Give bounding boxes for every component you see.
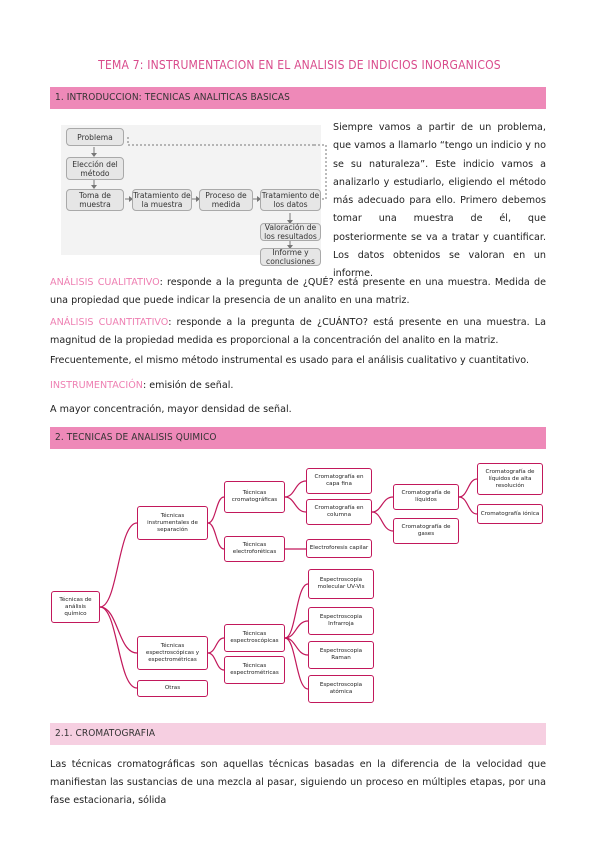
tree-alta-resolucion: Cromatografía de líquidos de alta resolución [477,463,543,495]
cromatografia-paragraph: Las técnicas cromatográficas son aquellas técnicas basadas en la diferencia de la velocidad que manifiestan las sustancias de una mezcla al pasar, siguiendo un proceso en múltiples etapas, por una fase estacionaria, sólida [50,759,546,806]
flow-step-toma: Toma de muestra [66,189,124,211]
flow-step-tratamiento-datos: Tratamiento de los datos [261,191,320,209]
intro-paragraph: Siempre vamos a partir de un problema, que vamos a llamarlo “tengo un indicio y no se su naturaleza”. Este indicio vamos a analizarlo y estudiarlo, eligiendo el método más adecuado para ello. Primero debemos tomar una muestra de él, que posteriormente se va a tratar y cuantificar. Los datos obtenidos se valoran en un informe. [333,122,546,280]
tree-electroforeticas: Técnicas electroforéticas [224,536,285,562]
cualitativo-text: : responde a la pregunta de ¿QUÉ? está presente en una muestra. Medida de una propiedad que puede indicar la presencia de un analito en una matriz. [50,277,546,306]
tree-uv-vis: Espectroscopia molecular UV-Vis [308,569,374,599]
frecuente-paragraph: Frecuentemente, el mismo método instrumental es usado para el análisis cualitativo y cuantitativo. [50,355,529,366]
cuantitativo-term: ANÁLISIS CUANTITATIVO [50,317,169,328]
tree-root: Técnicas de análisis químico [51,591,100,623]
flow-step-valoracion: Valoración de los resultados [260,223,321,241]
tree-electroforesis-capilar: Electroforesis capilar [306,539,372,558]
tree-raman: Espectroscopia Raman [308,641,374,669]
cualitativo-term: ANÁLISIS CUALITATIVO [50,277,160,288]
tree-liquidos: Cromatografía de líquidos [393,484,459,510]
tree-ionica: Cromatografía iónica [477,504,543,524]
section-21-heading-band [50,723,546,745]
tree-otras: Otras [137,680,208,697]
cuantitativo-text: : responde a la pregunta de ¿CUÁNTO? está presente en una muestra. La magnitud de la propiedad medida es proporcional a la concentración del analito en la matriz. [50,317,546,346]
tree-infrarroja: Espectroscopia Infrarroja [308,607,374,635]
tree-columna: Cromatografía en columna [306,499,372,525]
tree-cromatograficas: Técnicas cromatográficas [224,481,285,513]
tree-capa-fina: Cromatografía en capa fina [306,468,372,494]
mayor-paragraph: A mayor concentración, mayor densidad de señal. [50,404,292,415]
flow-step-proceso: Proceso de medida [199,189,253,211]
flow-step-problema: Problema [66,128,124,146]
flow-step-tratamiento-muestra: Tratamiento de la muestra [133,191,191,209]
section-2-heading: 2. TECNICAS DE ANALISIS QUIMICO [55,432,217,443]
tree-espectroscopicas-y-espectrometricas: Técnicas espectroscópicas y espectrométricas [137,636,208,670]
section-1-heading: 1. INTRODUCCION: TECNICAS ANALITICAS BASICAS [55,92,291,103]
tree-espectroscopicas: Técnicas espectroscópicas [224,624,285,652]
tree-gases: Cromatografía de gases [393,518,459,544]
section-21-heading: 2.1. CROMATOGRAFIA [55,728,156,739]
tree-instrumentales: Técnicas instrumentales de separación [137,506,208,540]
instrumentacion-term: INSTRUMENTACIÓN [50,380,143,391]
tree-espectrometricas: Técnicas espectrométricas [224,656,285,684]
tree-atomica: Espectroscopia atómica [308,675,374,703]
flow-step-informe: Informe y conclusiones [260,248,321,266]
instrumentacion-text: : emisión de señal. [142,380,234,391]
document-title: TEMA 7: INSTRUMENTACION EN EL ANALISIS DE INDICIOS INORGANICOS [98,58,501,72]
flow-step-eleccion: Elección del método [66,157,124,180]
